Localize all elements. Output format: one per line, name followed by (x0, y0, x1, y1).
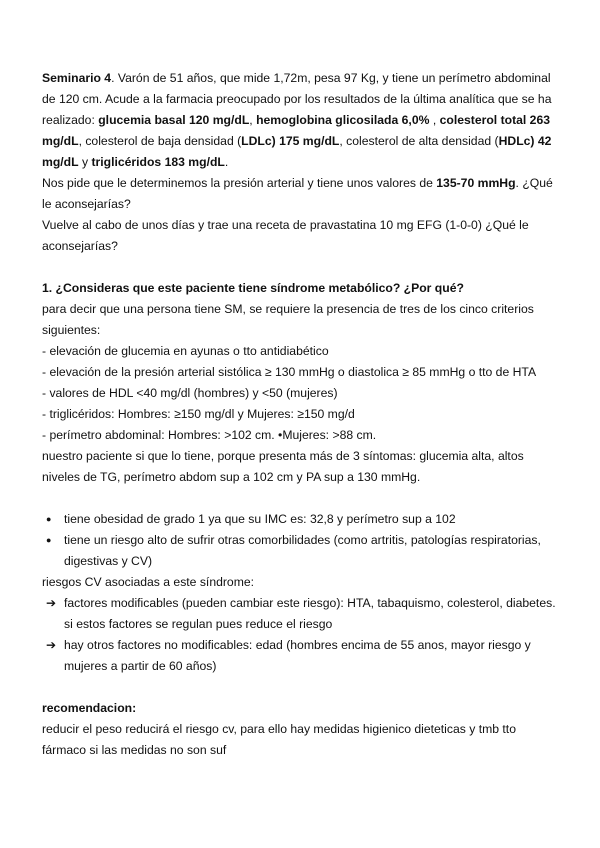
return-visit-question: Vuelve al cabo de unos días y trae una receta de pravastatina 10 mg EFG (1-0-0) ¿Qué le aconsejarías? (42, 218, 529, 253)
risk-list (42, 593, 562, 677)
arrow-right-icon: ➔ (46, 596, 57, 610)
bullet-list (42, 509, 562, 572)
recommendation-heading: recomendacion: (42, 701, 137, 715)
bullet-icon: ● (46, 535, 52, 545)
risk-intro: riesgos CV asociadas a este síndrome: (42, 575, 255, 589)
bullet-icon: ● (46, 514, 52, 524)
criterion-item: - perímetro abdominal: Hombres: >102 cm. •Mujeres: >88 cm. (42, 428, 377, 442)
list-item: ● tiene un riesgo alto de sufrir otras comorbilidades (como artritis, patologías respiratorias, digestivas y CV) (42, 530, 562, 572)
list-item: ● tiene obesidad de grado 1 ya que su IMC es: 32,8 y perímetro sup a 102 (42, 509, 562, 530)
pressure-question: Nos pide que le determinemos la presión arterial y tiene unos valores de 135-70 mmHg. ¿Qué le aconsejarías? (42, 176, 553, 211)
answer-intro: para decir que una persona tiene SM, se requiere la presencia de tres de los cinco criterios siguientes: (42, 302, 534, 337)
answer-conclusion: nuestro paciente si que lo tiene, porque presenta más de 3 síntomas: glucemia alta, altos niveles de TG, perímetro abdom sup a 102 cm y PA sup a 130 mmHg. (42, 449, 524, 484)
case-description: Seminario 4. Varón de 51 años, que mide 1,72m, pesa 97 Kg, y tiene un perímetro abdominal de 120 cm. Acude a la farmacia preocupado por los resultados de la última analítica que se ha realizado: glucemia basal 120 mg/dL, hemoglobina glicosilada 6,0% , colesterol total 263 mg/dL, colesterol de baja densidad (LDLc) 175 mg/dL, colesterol de alta densidad (HDLc) 42 mg/dL y triglicéridos 183 mg/dL. (42, 71, 552, 169)
question-1-heading: 1. ¿Consideras que este paciente tiene síndrome metabólico? ¿Por qué? (42, 281, 464, 295)
arrow-right-icon: ➔ (46, 638, 57, 652)
criterion-item: - elevación de la presión arterial sistólica ≥ 130 mmHg o diastolica ≥ 85 mmHg o tto de HTA (42, 365, 537, 379)
seminario-label: Seminario 4 (42, 71, 112, 85)
criterion-item: - valores de HDL <40 mg/dl (hombres) y <50 (mujeres) (42, 386, 338, 400)
criterion-item: - elevación de glucemia en ayunas o tto antidiabético (42, 344, 329, 358)
document-body (42, 68, 562, 761)
list-item: ➔ hay otros factores no modificables: edad (hombres encima de 55 anos, mayor riesgo y mujeres a partir de 60 años) (42, 635, 562, 677)
recommendation-text: reducir el peso reducirá el riesgo cv, para ello hay medidas higienico dieteticas y tmb tto fármaco si las medidas no son suf (42, 722, 516, 757)
list-item: ➔ factores modificables (pueden cambiar este riesgo): HTA, tabaquismo, colesterol, diabetes. si estos factores se regulan pues reduce el riesgo (42, 593, 562, 635)
criterion-item: - triglicéridos: Hombres: ≥150 mg/dl y Mujeres: ≥150 mg/d (42, 407, 355, 421)
